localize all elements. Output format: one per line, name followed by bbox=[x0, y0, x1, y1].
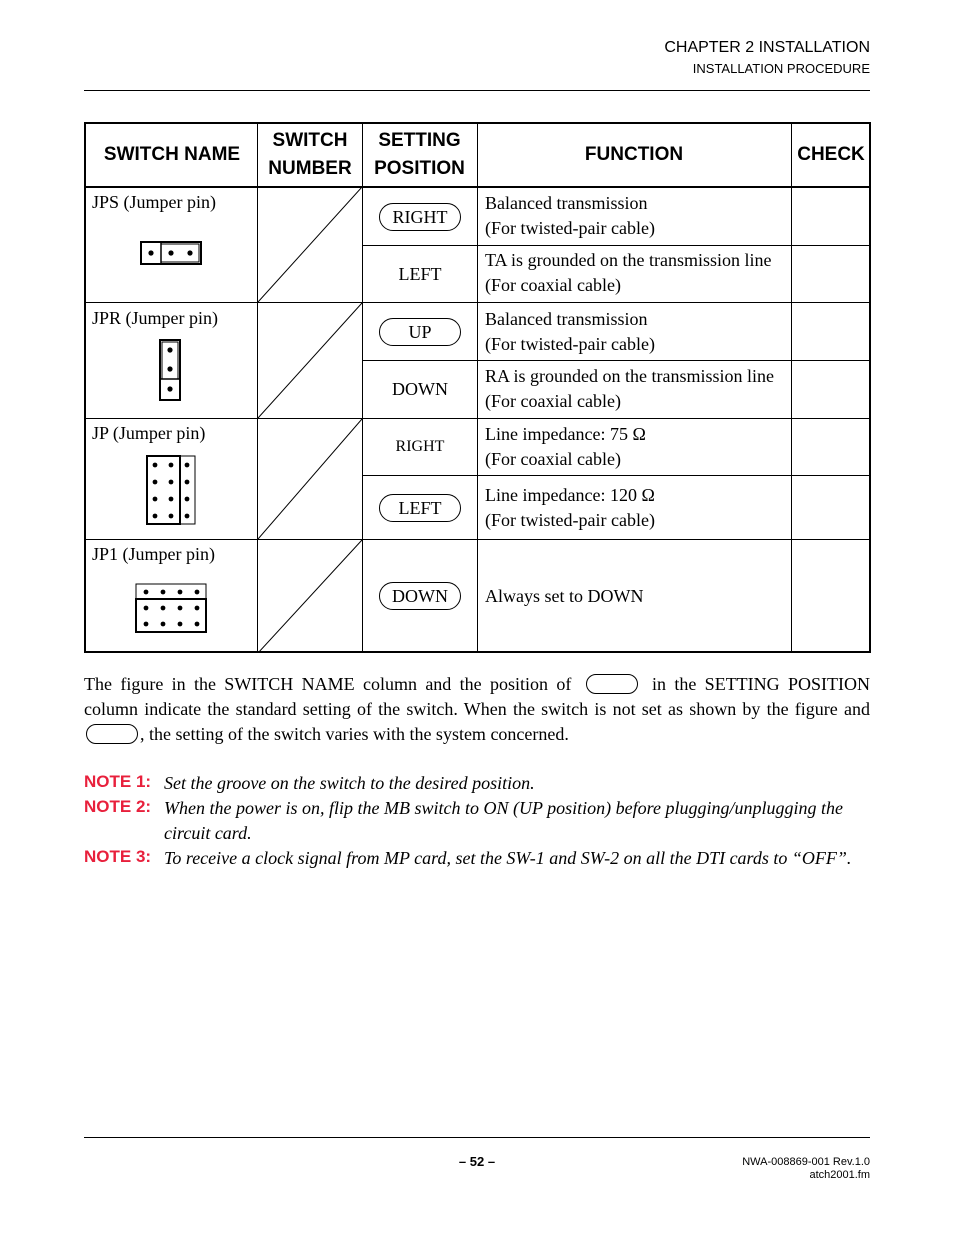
header-rule bbox=[86, 186, 871, 188]
switch-name-jp: JP (Jumper pin) bbox=[92, 423, 206, 443]
col-divider bbox=[477, 124, 478, 653]
function-jpr-down: RA is grounded on the transmission line (For coaxial cable) bbox=[485, 366, 774, 411]
note-2-label: NOTE 2: bbox=[84, 797, 152, 816]
function-jp-right: Line impedance: 75 Ω (For coaxial cable) bbox=[485, 424, 646, 469]
col-header-function: FUNCTION bbox=[584, 144, 684, 165]
setting-position-jp-left bbox=[379, 494, 461, 522]
subrow-divider bbox=[362, 475, 871, 476]
standard-setting-pill: RIGHT bbox=[379, 203, 461, 231]
chapter-header: CHAPTER 2 INSTALLATION bbox=[664, 39, 870, 56]
jpr-jumper-diagram bbox=[158, 339, 184, 403]
setting-position-jp1-down bbox=[379, 582, 461, 610]
function-jps-right: Balanced transmission (For twisted-pair cable) bbox=[485, 193, 655, 238]
note-1-label: NOTE 1: bbox=[84, 772, 152, 791]
setting-position-jps-right bbox=[379, 203, 461, 231]
explanation-text-3: , the setting of the switch varies with the system concerned. bbox=[140, 724, 569, 744]
document-id bbox=[742, 1156, 870, 1182]
setting-position-jpr-down: DOWN bbox=[392, 379, 448, 399]
col-header-switch-number: SWITCH NUMBER bbox=[268, 130, 352, 179]
setting-position-jps-left: LEFT bbox=[398, 263, 442, 284]
standard-setting-pill: DOWN bbox=[379, 582, 461, 610]
switch-name-jpr: JPR (Jumper pin) bbox=[92, 308, 218, 328]
jp1-jumper-diagram bbox=[134, 582, 210, 636]
function-jpr-up: Balanced transmission (For twisted-pair cable) bbox=[485, 309, 655, 354]
switch-name-jps: JPS (Jumper pin) bbox=[92, 192, 217, 212]
switch-number-na-slashes bbox=[258, 187, 362, 653]
col-header-check: CHECK bbox=[797, 144, 865, 165]
setting-position-jp-right: RIGHT bbox=[395, 438, 445, 455]
explanation-text-1: The figure in the SWITCH NAME column and the position of bbox=[84, 674, 572, 694]
note-1-text: Set the groove on the switch to the desired position. bbox=[164, 773, 535, 793]
row-divider bbox=[86, 539, 871, 540]
standard-position-pill-icon bbox=[86, 724, 138, 744]
function-jps-left: TA is grounded on the transmission line (For coaxial cable) bbox=[485, 250, 772, 295]
page-number: – 52 – bbox=[458, 1154, 496, 1169]
note-3-label: NOTE 3: bbox=[84, 847, 152, 866]
row-divider bbox=[86, 418, 871, 419]
explanation-paragraph bbox=[84, 672, 870, 747]
switch-name-jp1: JP1 (Jumper pin) bbox=[92, 544, 215, 564]
function-jp-left: Line impedance: 120 Ω (For twisted-pair cable) bbox=[485, 485, 655, 530]
function-jp1-down: Always set to DOWN bbox=[485, 586, 644, 606]
note-2-text: When the power is on, flip the MB switch to ON (UP position) before plugging/unplugging the circuit card. bbox=[164, 798, 843, 843]
jps-jumper-diagram bbox=[140, 241, 202, 267]
standard-setting-pill: UP bbox=[379, 318, 461, 346]
row-divider bbox=[86, 302, 871, 303]
header-divider bbox=[84, 90, 870, 91]
file-name: atch2001.fm bbox=[809, 1169, 870, 1181]
jp-jumper-diagram bbox=[145, 454, 199, 528]
standard-setting-pill: LEFT bbox=[379, 494, 461, 522]
col-header-switch-name: SWITCH NAME bbox=[103, 144, 241, 165]
col-divider bbox=[791, 124, 792, 653]
col-header-setting-position: SETTING POSITION bbox=[374, 130, 465, 179]
footer-divider bbox=[84, 1137, 870, 1138]
note-3-text: To receive a clock signal from MP card, set the SW-1 and SW-2 on all the DTI cards to “OFF”. bbox=[164, 848, 852, 868]
setting-position-jpr-up bbox=[379, 318, 461, 346]
explanation-text-2: in the SETTING POSITION column indicate the standard setting of the switch. When the switch is not set as shown by the figure and bbox=[84, 674, 871, 719]
section-header: INSTALLATION PROCEDURE bbox=[692, 61, 870, 76]
switch-settings-table bbox=[84, 122, 871, 653]
standard-position-pill-icon bbox=[586, 674, 638, 694]
doc-number: NWA-008869-001 Rev.1.0 bbox=[742, 1156, 870, 1168]
